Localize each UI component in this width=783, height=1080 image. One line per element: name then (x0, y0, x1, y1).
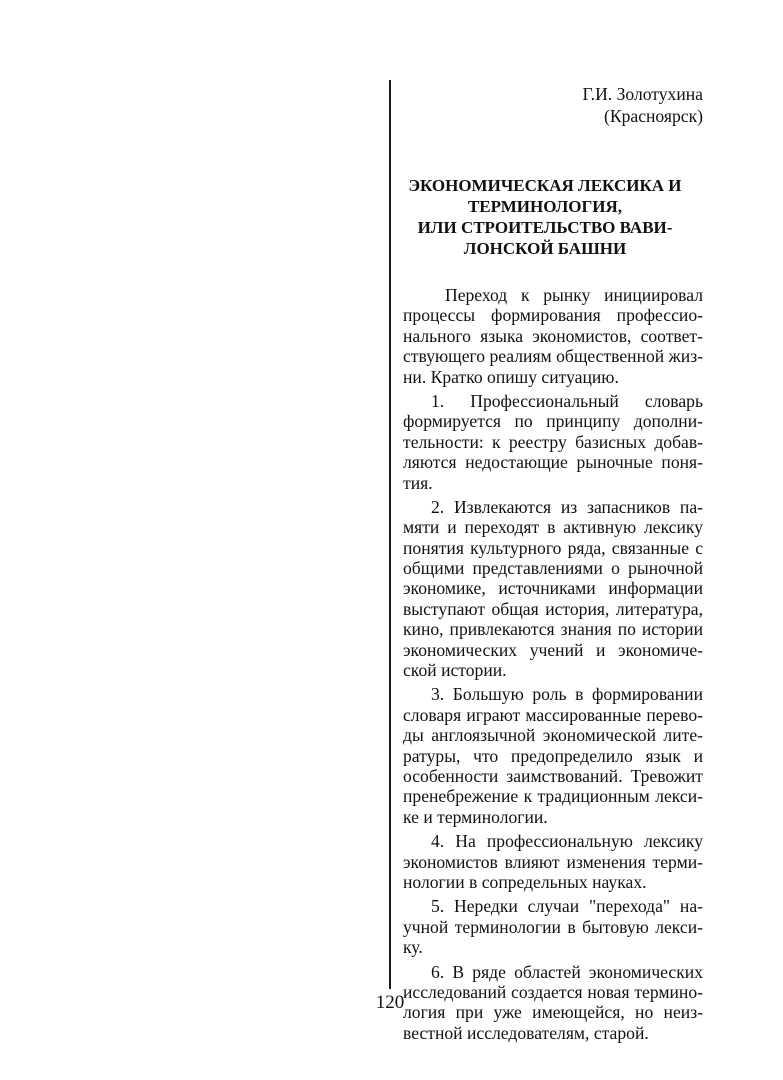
author-block (403, 83, 703, 127)
title-line: ЭКОНОМИЧЕСКАЯ ЛЕКСИКА И (408, 176, 682, 195)
title-line: ЛОНСКОЙ БАШНИ (463, 239, 627, 258)
article-title (387, 175, 703, 259)
list-item-1 (403, 391, 703, 493)
text-line: 2. Извлекаются из запасников па- (431, 496, 703, 517)
text-line: исследований создается новая термино- (403, 981, 703, 1002)
title-line: ИЛИ СТРОИТЕЛЬСТВО ВАВИ- (417, 218, 673, 237)
text-line: нального языка экономистов, соответ- (403, 325, 703, 346)
list-item-5 (403, 896, 703, 957)
text-line: формируется по принципу дополни- (403, 411, 703, 432)
text-line: ни. Кратко опишу ситуацию. (403, 366, 619, 387)
text-line: ды англоязычной экономической лите- (403, 725, 703, 746)
article-body (403, 285, 703, 1043)
text-line: процессы формирования профессио- (403, 305, 703, 326)
text-line: экономических учений и экономиче- (403, 639, 703, 660)
text-line: ляются недостающие рыночные поня- (403, 452, 703, 473)
text-line: выступают общая история, литература, (403, 598, 703, 619)
text-line: ке и терминологии. (403, 806, 548, 827)
intro-paragraph (403, 285, 703, 387)
text-line: тельности: к реестру базисных добав- (403, 431, 703, 452)
text-line: 3. Большую роль в формировании (431, 684, 703, 705)
text-line: вестной исследователям, старой. (403, 1022, 649, 1043)
text-line: ствующего реалиям общественной жиз- (403, 346, 703, 367)
text-line: кино, привлекаются знания по истории (403, 619, 703, 640)
text-line: ской истории. (403, 660, 507, 681)
page-number: 120 (375, 992, 405, 1013)
text-line: учной терминологии в бытовую лекси- (403, 916, 703, 937)
text-line: ку. (403, 937, 423, 958)
list-item-6 (403, 962, 703, 1044)
list-item-4 (403, 831, 703, 892)
text-line: пренебрежение к традиционным лекси- (403, 786, 703, 807)
text-line: логия при уже имеющейся, но неиз- (403, 1002, 703, 1023)
text-line: мяти и переходят в активную лексику (403, 517, 703, 538)
text-line: 6. В ряде областей экономических (431, 961, 703, 982)
text-line: ратуры, что предопределило язык и (403, 745, 703, 766)
text-line: особенности заимствований. Тревожит (403, 765, 703, 786)
text-line: 1. Профессиональный словарь (431, 390, 703, 411)
text-line: 5. Нередки случаи "перехода" на- (431, 896, 703, 917)
text-line: тия. (403, 472, 433, 493)
list-item-2 (403, 497, 703, 681)
text-line: понятия культурного ряда, связанные с (403, 537, 703, 558)
author-name: Г.И. Золотухина (582, 84, 703, 104)
text-line: общими представлениями о рыночной (403, 558, 703, 579)
list-item-3 (403, 684, 703, 827)
author-city: (Красноярск) (604, 106, 703, 126)
text-line: экономике, источниками информации (403, 578, 703, 599)
title-line: ТЕРМИНОЛОГИЯ, (467, 197, 623, 216)
article-column (403, 83, 703, 1047)
text-line: нологии в сопредельных науках. (403, 871, 647, 892)
text-line: Переход к рынку инициировал (445, 285, 703, 305)
text-line: 4. На профессиональную лексику (431, 831, 703, 852)
text-line: экономистов влияют изменения терми- (403, 851, 703, 872)
text-line: словаря играют массированные перево- (403, 704, 703, 725)
